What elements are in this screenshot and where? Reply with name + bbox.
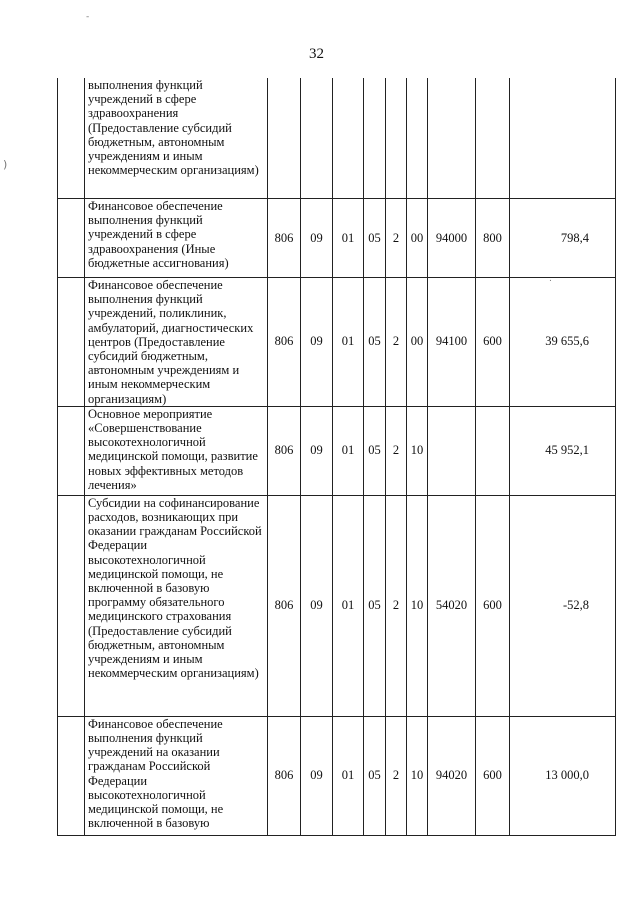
item-name-cell [85, 199, 268, 278]
item-name: Финансовое обеспечение выполнения функций учреждений на оказании гражданам Российской Федерации высокотехнологичной медицинской помощи, не включенной в базовую [88, 716, 224, 831]
subprogram-code-cell: 2 [386, 406, 407, 495]
ministry-code-cell [268, 78, 301, 199]
scan-artifact: ) [3, 158, 8, 171]
scan-artifact: - [86, 12, 90, 22]
table-row [58, 406, 616, 495]
ministry-code-cell: 806 [268, 199, 301, 278]
section-code-cell [301, 78, 333, 199]
activity-code-cell: 00 [407, 199, 428, 278]
section-code-cell: 09 [301, 406, 333, 495]
blank-cell [58, 716, 85, 835]
activity-code-cell: 10 [407, 716, 428, 835]
table-row [58, 495, 616, 716]
expense-type-cell: 800 [476, 199, 510, 278]
item-name-cell [85, 406, 268, 495]
amount-cell: -52,8 [510, 495, 616, 716]
amount-cell: 798,4 [510, 199, 616, 278]
blank-cell [58, 199, 85, 278]
expense-type-cell: 600 [476, 716, 510, 835]
scan-artifact: . [549, 274, 552, 284]
program-code-cell: 05 [364, 278, 386, 407]
expense-type-cell [476, 78, 510, 199]
expense-type-cell: 600 [476, 278, 510, 407]
subsection-code-cell: 01 [333, 199, 364, 278]
activity-code-cell: 10 [407, 406, 428, 495]
expense-type-cell: 600 [476, 495, 510, 716]
table-row [58, 199, 616, 278]
program-code-cell [364, 78, 386, 199]
budget-table [57, 78, 616, 836]
table-row [58, 78, 616, 199]
direction-code-cell [428, 78, 476, 199]
item-name-cell [85, 78, 268, 199]
subprogram-code-cell: 2 [386, 716, 407, 835]
ministry-code-cell: 806 [268, 406, 301, 495]
item-name: Основное мероприятие «Совершенствование высокотехнологичной медицинской помощи, развитие новых эффективных методов лечения» [88, 406, 258, 492]
program-code-cell: 05 [364, 495, 386, 716]
subprogram-code-cell: 2 [386, 199, 407, 278]
subprogram-code-cell: 2 [386, 495, 407, 716]
activity-code-cell: 00 [407, 278, 428, 407]
section-code-cell: 09 [301, 278, 333, 407]
item-name: выполнения функций учреждений в сфере здравоохранения (Предоставление субсидий бюджетным, автономным учреждениям и иным некоммерческим организациям) [88, 78, 259, 178]
subsection-code-cell: 01 [333, 716, 364, 835]
page-number: 32 [309, 46, 324, 62]
ministry-code-cell: 806 [268, 278, 301, 407]
direction-code-cell: 54020 [428, 495, 476, 716]
blank-cell [58, 78, 85, 199]
item-name-cell [85, 495, 268, 716]
section-code-cell: 09 [301, 199, 333, 278]
subprogram-code-cell: 2 [386, 278, 407, 407]
ministry-code-cell: 806 [268, 716, 301, 835]
ministry-code-cell: 806 [268, 495, 301, 716]
item-name-cell [85, 278, 268, 407]
direction-code-cell: 94100 [428, 278, 476, 407]
program-code-cell: 05 [364, 716, 386, 835]
section-code-cell: 09 [301, 716, 333, 835]
amount-cell [510, 78, 616, 199]
direction-code-cell: 94000 [428, 199, 476, 278]
activity-code-cell: 10 [407, 495, 428, 716]
amount-cell: 13 000,0 [510, 716, 616, 835]
subsection-code-cell [333, 78, 364, 199]
amount-cell: 45 952,1 [510, 406, 616, 495]
subsection-code-cell: 01 [333, 406, 364, 495]
item-name-cell [85, 716, 268, 835]
activity-code-cell [407, 78, 428, 199]
item-name: Субсидии на софинансирование расходов, возникающих при оказании гражданам Российской Федерации высокотехнологичной медицинской помощи, не включенной в базовую программу обязательного медицинского страхования (Предоставление субсидий бюджетным, автономным учреждениям и иным некоммерческим организациям) [88, 495, 262, 681]
direction-code-cell [428, 406, 476, 495]
blank-cell [58, 406, 85, 495]
blank-cell [58, 495, 85, 716]
subprogram-code-cell [386, 78, 407, 199]
item-name: Финансовое обеспечение выполнения функций учреждений, поликлиник, амбулаторий, диагностических центров (Предоставление субсидий бюджетным, автономным учреждениям и иным некоммерческим организациям) [88, 278, 254, 406]
subsection-code-cell: 01 [333, 278, 364, 407]
subsection-code-cell: 01 [333, 495, 364, 716]
blank-cell [58, 278, 85, 407]
item-name: Финансовое обеспечение выполнения функций учреждений в сфере здравоохранения (Иные бюджетные ассигнования) [88, 199, 229, 270]
table-row [58, 278, 616, 407]
expense-type-cell [476, 406, 510, 495]
amount-cell: 39 655,6 [510, 278, 616, 407]
direction-code-cell: 94020 [428, 716, 476, 835]
table-row [58, 716, 616, 835]
section-code-cell: 09 [301, 495, 333, 716]
program-code-cell: 05 [364, 406, 386, 495]
program-code-cell: 05 [364, 199, 386, 278]
